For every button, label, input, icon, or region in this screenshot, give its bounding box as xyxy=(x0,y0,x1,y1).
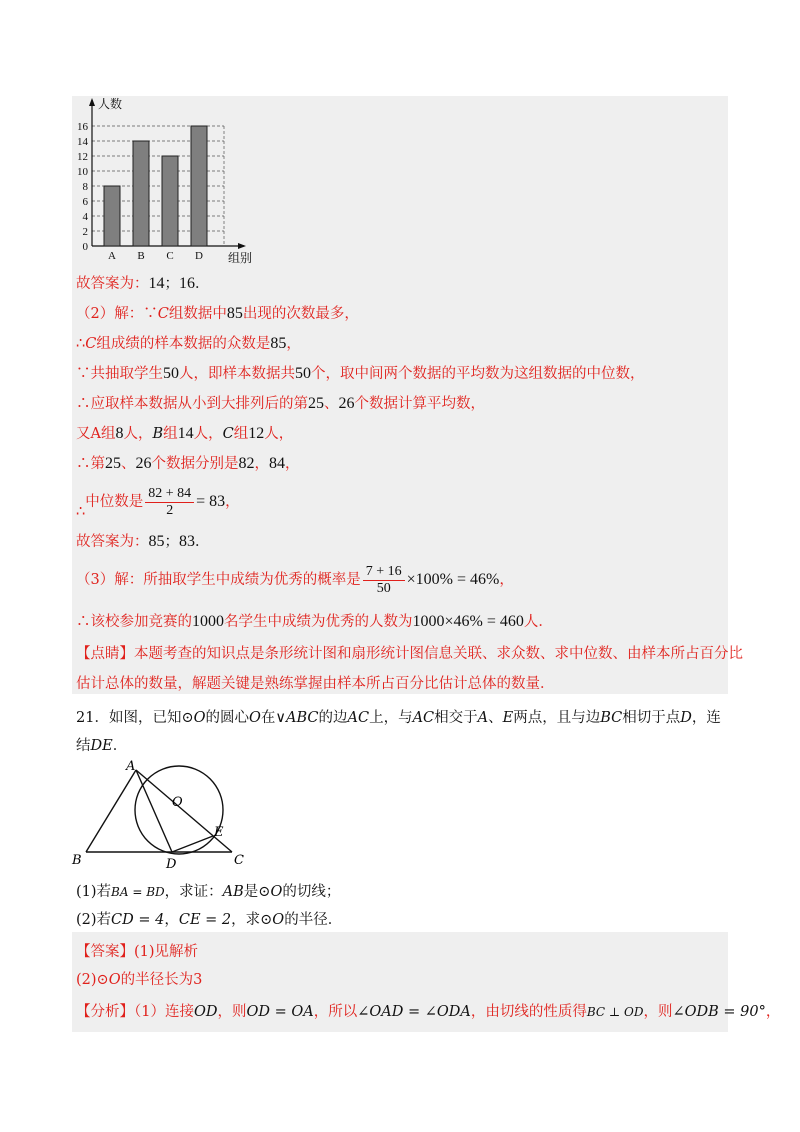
comment-line-2: 估计总体的数量，解题关键是熟练掌握由样本所占百分比估计总体的数量． xyxy=(76,676,555,692)
part2-line-2: ∴C组成绩的样本数据的众数是85， xyxy=(76,335,301,352)
part3-line-2: ∴该校参加竞赛的1000名学生中成绩为优秀的人数为1000×46% = 460人． xyxy=(76,613,553,630)
comment-line-1: 【点睛】本题考查的知识点是条形统计图和扇形统计图信息关联、求众数、求中位数、由样本所占百分比 xyxy=(76,646,743,662)
y-tick-label: 8 xyxy=(82,181,88,193)
y-axis-arrow xyxy=(89,98,95,106)
y-tick-label: 10 xyxy=(77,166,88,178)
circle-o xyxy=(135,766,223,854)
bar-b xyxy=(133,141,149,246)
x-axis-arrow xyxy=(238,243,246,249)
analysis21-line-1: 【分析】（1）连接OD，则OD = OA，所以∠OAD = ∠ODA，由切线的性质得BC ⊥ OD，则∠ODB = 90°， xyxy=(76,1004,781,1020)
y-tick-label: 16 xyxy=(77,121,88,133)
y-tick-label: 6 xyxy=(82,196,88,208)
y-tick-label: 12 xyxy=(77,151,88,163)
q21-line-2: 结DE． xyxy=(76,738,128,754)
part2-line-5: 又A组8人，B组14人，C组12人， xyxy=(76,425,294,442)
x-tick-label: A xyxy=(108,250,116,262)
label-c: C xyxy=(234,853,244,868)
q21-sub-1: (1)若BA = BD，求证：AB是⊙O的切线； xyxy=(76,884,341,900)
x-tick-label: B xyxy=(137,250,145,262)
bar-d xyxy=(191,126,207,246)
part2-line-1: （2）解：∵C组数据中85出现的次数最多， xyxy=(76,305,359,322)
part2-line-6: ∴第25、26个数据分别是82，84， xyxy=(76,455,300,472)
bar-a xyxy=(104,186,120,246)
y-tick-label: 0 xyxy=(82,241,88,253)
answer21-line-2: (2)⊙O的半径长为3 xyxy=(76,972,203,988)
bar-chart xyxy=(72,96,254,266)
part3-line-1: （3）解：所抽取学生中成绩为优秀的概率是 $\frac{7 + 16}{50}$ ×100% = 46%， xyxy=(76,563,514,596)
x-tick-label: D xyxy=(195,250,203,262)
y-tick-label: 2 xyxy=(82,226,88,238)
part2-line-3: ∵共抽取学生50人，即样本数据共50个，取中间两个数据的平均数为这组数据的中位数， xyxy=(76,365,645,382)
y-axis-label: 人数 xyxy=(98,97,123,111)
side-ba xyxy=(86,770,136,852)
answer-line-1: 故答案为：14；16． xyxy=(76,275,210,292)
q21-line-1: 21．如图，已知⊙O的圆心O在∨ABC的边AC上，与AC相交于A、E两点，且与边BC相切于点D，连 xyxy=(76,710,721,726)
label-d: D xyxy=(166,857,177,872)
geometry-figure xyxy=(70,760,260,872)
segment-ad xyxy=(136,770,172,852)
bar-c xyxy=(162,156,178,246)
x-tick-label: C xyxy=(166,250,174,262)
x-axis-label: 组别 xyxy=(228,251,253,265)
label-a: A xyxy=(126,760,136,774)
y-tick-label: 4 xyxy=(82,211,88,223)
part2-line-4: ∴应取样本数据从小到大排列后的第25、26个数据计算平均数， xyxy=(76,395,485,412)
answer-line-2: 故答案为：85；83． xyxy=(76,533,210,550)
answer21-line-1: 【答案】(1)见解析 xyxy=(76,944,199,960)
y-tick-label: 14 xyxy=(77,136,88,148)
part2-line-7: ∴中位数是 $\frac{82 + 84}{2}$ = 83， xyxy=(76,485,240,520)
q21-sub-2: (2)若CD = 4，CE = 2，求⊙O的半径． xyxy=(76,912,343,928)
label-e: E xyxy=(214,825,224,840)
label-o: O xyxy=(172,795,183,810)
probability-fraction: $\frac{7 + 16}{50}$ xyxy=(363,564,405,597)
label-b: B xyxy=(72,853,82,868)
median-fraction: $\frac{82 + 84}{2}$ xyxy=(145,486,194,519)
